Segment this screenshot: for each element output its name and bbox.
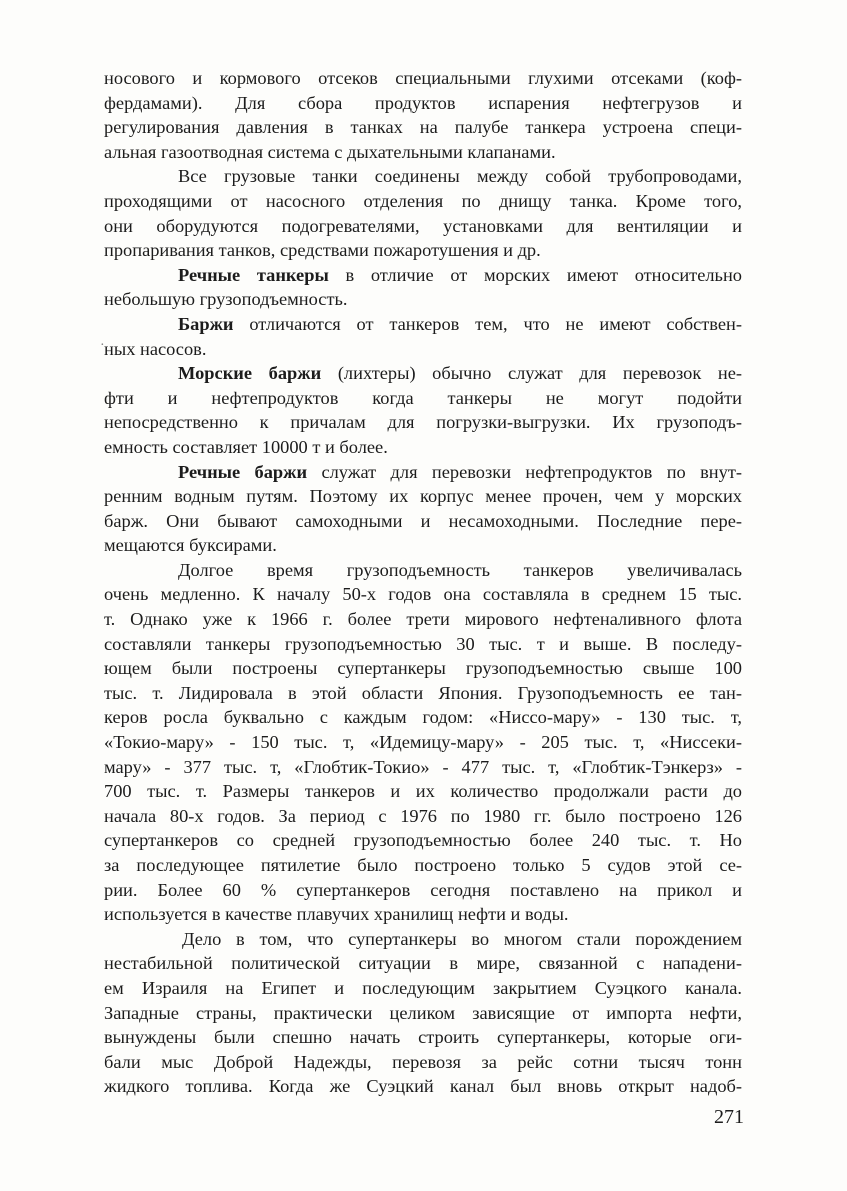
text-run: в отличие от морских имеют относительно	[345, 264, 742, 285]
text-line: «Токио-мару» - 150 тыс. т, «Идемицу-мару» - 205 тыс. т, «Ниссеки-	[104, 732, 742, 753]
page-body	[104, 66, 742, 1099]
text-line: супертанкеров со средней грузоподъемностью более 240 тыс. т. Но	[104, 830, 742, 851]
text-line: рии. Более 60 % супертанкеров сегодня поставлено на прикол и	[104, 879, 742, 900]
page-number: 271	[714, 1106, 744, 1128]
text-line: вынуждены были спешно начать строить супертанкеры, которые оги-	[104, 1027, 742, 1048]
text-line: носового и кормового отсеков специальными глухими отсеками (коф-	[104, 68, 742, 88]
text-line: фердамами). Для сбора продуктов испарения нефтегрузов и	[104, 92, 742, 113]
text-line: Все грузовые танки соединены между собой трубопроводами,	[178, 166, 742, 187]
text-run: отличаются от танкеров тем, что не имеют собствен-	[249, 313, 742, 334]
paragraph-sea-barges	[104, 361, 742, 386]
text-line: керов росла буквально с каждым годом: «Ниссо-мару» - 130 тыс. т,	[104, 707, 742, 728]
paragraph-river-tankers	[104, 263, 742, 288]
text-line: используется в качестве плавучих хранилищ нефти и воды.	[104, 904, 569, 925]
text-line: тыс. т. Лидировала в этой области Япония. Грузоподъемность ее тан-	[104, 682, 742, 703]
text-line: Долгое время грузоподъемность танкеров увеличивалась	[178, 559, 742, 580]
text-run: (лихтеры) обычно служат для перевозок не-	[337, 363, 742, 384]
text-line: начала 80-х годов. За период с 1976 по 1980 гг. было построено 126	[104, 805, 742, 826]
text-line: нестабильной политической ситуации в мире, связанной с нападени-	[104, 953, 742, 974]
text-line: альная газоотводная система с дыхательными клапанами.	[104, 141, 556, 162]
text-run: служат для перевозки нефтепродуктов по внут-	[321, 461, 742, 482]
text-line: за последующее пятилетие было построено только 5 судов этой се-	[104, 855, 742, 875]
text-line: барж. Они бывают самоходными и несамоходными. Последние пере-	[104, 510, 742, 531]
text-line: они оборудуются подогревателями, установками для вентиляции и	[104, 215, 742, 236]
text-line: ренним водным путям. Поэтому их корпус менее прочен, чем у морских	[104, 486, 742, 507]
text-line: 700 тыс. т. Размеры танкеров и их количество продолжали расти до	[104, 781, 742, 802]
text-line: регулирования давления в танках на палубе танкера устроена специ-	[104, 117, 742, 138]
text-line: пропаривания танков, средствами пожаротушения и др.	[104, 240, 541, 261]
text-line: непосредственно к причалам для погрузки-выгрузки. Их грузоподъ-	[104, 412, 742, 433]
term-river-barges: Речные баржи	[178, 461, 308, 482]
term-sea-barges: Морские баржи	[178, 363, 322, 384]
text-line: фти и нефтепродуктов когда танкеры не могут подойти	[104, 387, 742, 408]
text-line: составляли танкеры грузоподъемностью 30 тыс. т и выше. В последу-	[104, 633, 742, 654]
text-line: очень медленно. К началу 50-х годов она составляла в среднем 15 тыс.	[104, 584, 742, 605]
text-line: мару» - 377 тыс. т, «Глобтик-Токио» - 477 тыс. т, «Глобтик-Тэнкерз» -	[104, 756, 742, 777]
text-line: ем Израиля на Египет и последующим закрытием Суэцкого канала.	[104, 977, 742, 998]
text-line: проходящими от насосного отделения по днищу танка. Кроме того,	[104, 190, 742, 211]
paragraph-river-barges	[104, 460, 742, 485]
text-line: мещаются буксирами.	[104, 535, 277, 556]
text-line: бали мыс Доброй Надежды, перевозя за рейс сотни тысяч тонн	[104, 1051, 742, 1072]
scan-mark: ·	[100, 338, 105, 353]
text-line: жидкого топлива. Когда же Суэцкий канал был вновь открыт надоб-	[104, 1076, 742, 1097]
text-line: ющем были построены супертанкеры грузоподъемностью свыше 100	[104, 658, 742, 679]
text-line: Западные страны, практически целиком зависящие от импорта нефти,	[104, 1002, 742, 1023]
term-river-tankers: Речные танкеры	[178, 264, 329, 285]
term-barges: Баржи	[178, 313, 234, 334]
text-line: ных насосов.	[104, 338, 207, 359]
text-line: емность составляет 10000 т и более.	[104, 436, 388, 457]
text-line: небольшую грузоподъемность.	[104, 289, 348, 310]
paragraph-barges	[104, 312, 742, 337]
text-line: Дело в том, что супертанкеры во многом стали порождением	[182, 928, 742, 949]
text-line: т. Однако уже к 1966 г. более трети мирового нефтеналивного флота	[104, 609, 742, 630]
